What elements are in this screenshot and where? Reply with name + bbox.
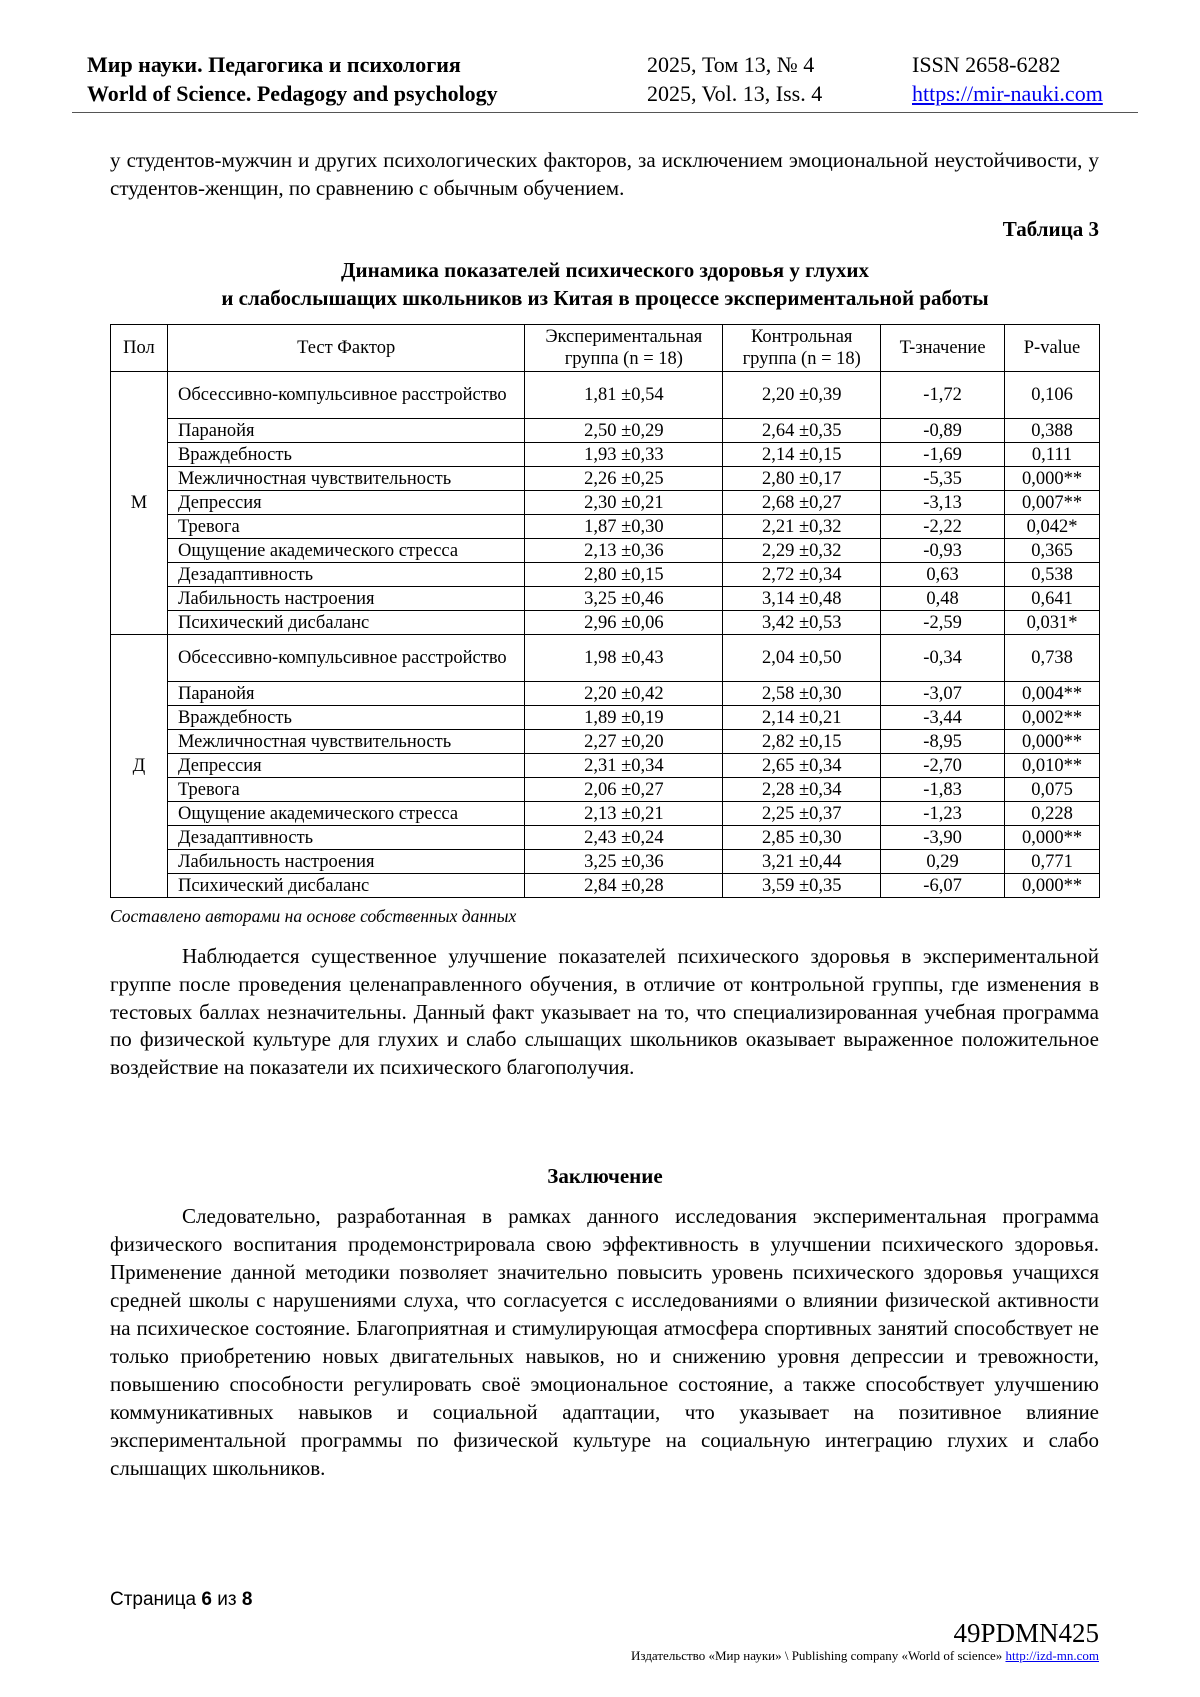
- factor-cell: Тревога: [167, 778, 524, 802]
- control-cell: 2,21 ±0,32: [723, 515, 881, 539]
- factor-cell: Враждебность: [167, 706, 524, 730]
- conclusion-text: Следовательно, разработанная в рамках данного исследования экспериментальная программа физического воспитания продемонстрировала свою эффективность в улучшении психического здоровья. Применение данной методики позволяет значительно повысить уровень психического здоровья учащихся средней школы с нарушениями слуха, что согласуется с исследованиями о влиянии физической активности на психическое состояние. Благоприятная и стимулирующая атмосфера спортивных занятий способствует не только приобретению новых двигательных навыков, но и снижению уровня депрессии и тревожности, повышению способности регулировать своё эмоциональное состояние, а также способствует улучшению коммуникативных навыков и социальной адаптации, что указывает на позитивное влияние экспериментальной программы по физической культуре на социальную интеграцию глухих и слабо слышащих школьников.: [110, 1204, 1099, 1480]
- publisher-name: Издательство «Мир науки» \ Publishing company «World of science»: [631, 1648, 1003, 1663]
- p-value-cell: 0,007**: [1005, 491, 1100, 515]
- page-number: [110, 1589, 252, 1611]
- table-row: [111, 419, 1100, 443]
- experimental-cell: 2,96 ±0,06: [525, 611, 723, 635]
- factor-cell: Дезадаптивность: [167, 826, 524, 850]
- journal-title-ru: Мир науки. Педагогика и психология: [87, 52, 461, 77]
- p-value-cell: 0,000**: [1005, 826, 1100, 850]
- conclusion-heading: Заключение: [547, 1164, 663, 1188]
- table-row: [111, 874, 1100, 898]
- t-value-cell: -2,22: [881, 515, 1005, 539]
- factor-cell: Обсессивно-компульсивное расстройство: [167, 635, 524, 682]
- experimental-cell: 2,06 ±0,27: [525, 778, 723, 802]
- p-value-cell: 0,228: [1005, 802, 1100, 826]
- experimental-cell: 2,13 ±0,21: [525, 802, 723, 826]
- t-value-cell: -0,89: [881, 419, 1005, 443]
- p-value-cell: 0,075: [1005, 778, 1100, 802]
- factor-cell: Дезадаптивность: [167, 563, 524, 587]
- t-value-cell: -2,70: [881, 754, 1005, 778]
- table-row: [111, 706, 1100, 730]
- table-row: [111, 467, 1100, 491]
- factor-cell: Обсессивно-компульсивное расстройство: [167, 372, 524, 419]
- p-value-cell: 0,000**: [1005, 730, 1100, 754]
- page-total: 8: [241, 1589, 253, 1610]
- control-cell: 2,04 ±0,50: [723, 635, 881, 682]
- table-header-row: [111, 325, 1100, 372]
- journal-title-en: World of Science. Pedagogy and psychology: [87, 81, 498, 106]
- factor-cell: Паранойя: [167, 419, 524, 443]
- control-cell: 3,21 ±0,44: [723, 850, 881, 874]
- factor-cell: Ощущение академического стресса: [167, 539, 524, 563]
- column-header-control: Контрольная группа (n = 18): [723, 325, 881, 372]
- conclusion-paragraph: [110, 1202, 1099, 1482]
- control-cell: 3,59 ±0,35: [723, 874, 881, 898]
- t-value-cell: -3,90: [881, 826, 1005, 850]
- experimental-cell: 1,89 ±0,19: [525, 706, 723, 730]
- p-value-cell: 0,000**: [1005, 874, 1100, 898]
- article-code: 49PDMN425: [953, 1618, 1099, 1648]
- t-value-cell: 0,29: [881, 850, 1005, 874]
- column-header-t: T-значение: [881, 325, 1005, 372]
- factor-cell: Депрессия: [167, 491, 524, 515]
- table-row: [111, 850, 1100, 874]
- column-header-experimental: Экспериментальная группа (n = 18): [525, 325, 723, 372]
- t-value-cell: -5,35: [881, 467, 1005, 491]
- p-value-cell: 0,388: [1005, 419, 1100, 443]
- sex-cell: Д: [111, 635, 168, 898]
- p-value-cell: 0,106: [1005, 372, 1100, 419]
- factor-cell: Межличностная чувствительность: [167, 467, 524, 491]
- control-cell: 2,65 ±0,34: [723, 754, 881, 778]
- control-cell: 2,85 ±0,30: [723, 826, 881, 850]
- control-cell: 2,28 ±0,34: [723, 778, 881, 802]
- experimental-cell: 2,43 ±0,24: [525, 826, 723, 850]
- table-row: [111, 682, 1100, 706]
- experimental-cell: 1,93 ±0,33: [525, 443, 723, 467]
- t-value-cell: -3,44: [881, 706, 1005, 730]
- table-row: [111, 372, 1100, 419]
- control-cell: 2,80 ±0,17: [723, 467, 881, 491]
- experimental-cell: 2,13 ±0,36: [525, 539, 723, 563]
- p-value-cell: 0,771: [1005, 850, 1100, 874]
- experimental-cell: 2,30 ±0,21: [525, 491, 723, 515]
- p-value-cell: 0,042*: [1005, 515, 1100, 539]
- control-cell: 2,29 ±0,32: [723, 539, 881, 563]
- experimental-cell: 1,81 ±0,54: [525, 372, 723, 419]
- sex-cell: М: [111, 372, 168, 635]
- page-current: 6: [201, 1589, 212, 1610]
- t-value-cell: 0,48: [881, 587, 1005, 611]
- results-table: [110, 324, 1100, 898]
- table-label: Таблица 3: [1002, 217, 1099, 241]
- experimental-cell: 2,84 ±0,28: [525, 874, 723, 898]
- experimental-cell: 1,98 ±0,43: [525, 635, 723, 682]
- experimental-cell: 2,50 ±0,29: [525, 419, 723, 443]
- header-divider: [72, 112, 1138, 113]
- t-value-cell: -0,93: [881, 539, 1005, 563]
- table-row: [111, 754, 1100, 778]
- experimental-cell: 2,27 ±0,20: [525, 730, 723, 754]
- table-row: [111, 539, 1100, 563]
- control-cell: 2,72 ±0,34: [723, 563, 881, 587]
- table-row: [111, 563, 1100, 587]
- column-header-p: P-value: [1005, 325, 1100, 372]
- table-row: [111, 826, 1100, 850]
- control-cell: 2,82 ±0,15: [723, 730, 881, 754]
- t-value-cell: -2,59: [881, 611, 1005, 635]
- publisher-line: [631, 1648, 1099, 1664]
- factor-cell: Лабильность настроения: [167, 587, 524, 611]
- t-value-cell: -1,72: [881, 372, 1005, 419]
- experimental-cell: 2,31 ±0,34: [525, 754, 723, 778]
- control-cell: 2,58 ±0,30: [723, 682, 881, 706]
- table-row: [111, 587, 1100, 611]
- table-title-line2: и слабослышащих школьников из Китая в процессе экспериментальной работы: [221, 286, 989, 310]
- t-value-cell: -3,13: [881, 491, 1005, 515]
- table-row: [111, 635, 1100, 682]
- table-row: [111, 491, 1100, 515]
- t-value-cell: -1,69: [881, 443, 1005, 467]
- column-header-sex: Пол: [111, 325, 168, 372]
- p-value-cell: 0,010**: [1005, 754, 1100, 778]
- t-value-cell: 0,63: [881, 563, 1005, 587]
- experimental-cell: 3,25 ±0,36: [525, 850, 723, 874]
- table-row: [111, 515, 1100, 539]
- factor-cell: Межличностная чувствительность: [167, 730, 524, 754]
- p-value-cell: 0,738: [1005, 635, 1100, 682]
- p-value-cell: 0,538: [1005, 563, 1100, 587]
- factor-cell: Паранойя: [167, 682, 524, 706]
- control-cell: 2,25 ±0,37: [723, 802, 881, 826]
- p-value-cell: 0,000**: [1005, 467, 1100, 491]
- table-row: [111, 730, 1100, 754]
- publisher-link[interactable]: http://izd-mn.com: [1005, 1648, 1099, 1663]
- control-cell: 2,14 ±0,15: [723, 443, 881, 467]
- column-header-factor: Тест Фактор: [167, 325, 524, 372]
- factor-cell: Враждебность: [167, 443, 524, 467]
- factor-cell: Тревога: [167, 515, 524, 539]
- table-row: [111, 611, 1100, 635]
- table-title-line1: Динамика показателей психического здоровья у глухих: [341, 258, 869, 282]
- issn: ISSN 2658-6282: [912, 52, 1061, 77]
- p-value-cell: 0,002**: [1005, 706, 1100, 730]
- table-caption: Составлено авторами на основе собственных данных: [110, 906, 517, 926]
- t-value-cell: -6,07: [881, 874, 1005, 898]
- p-value-cell: 0,365: [1005, 539, 1100, 563]
- t-value-cell: -1,23: [881, 802, 1005, 826]
- control-cell: 2,20 ±0,39: [723, 372, 881, 419]
- experimental-cell: 1,87 ±0,30: [525, 515, 723, 539]
- factor-cell: Лабильность настроения: [167, 850, 524, 874]
- experimental-cell: 2,26 ±0,25: [525, 467, 723, 491]
- page-prefix: Страница: [110, 1589, 197, 1610]
- experimental-cell: 3,25 ±0,46: [525, 587, 723, 611]
- t-value-cell: -8,95: [881, 730, 1005, 754]
- p-value-cell: 0,004**: [1005, 682, 1100, 706]
- issue-en: 2025, Vol. 13, Iss. 4: [647, 81, 823, 106]
- p-value-cell: 0,031*: [1005, 611, 1100, 635]
- intro-paragraph: у студентов-мужчин и других психологических факторов, за исключением эмоциональной неустойчивости, у студентов-женщин, по сравнению с обычным обучением.: [110, 148, 1099, 200]
- issue-ru: 2025, Том 13, № 4: [647, 52, 815, 77]
- control-cell: 2,64 ±0,35: [723, 419, 881, 443]
- factor-cell: Ощущение академического стресса: [167, 802, 524, 826]
- factor-cell: Психический дисбаланс: [167, 611, 524, 635]
- table-row: [111, 443, 1100, 467]
- p-value-cell: 0,111: [1005, 443, 1100, 467]
- factor-cell: Депрессия: [167, 754, 524, 778]
- experimental-cell: 2,20 ±0,42: [525, 682, 723, 706]
- table-row: [111, 778, 1100, 802]
- t-value-cell: -0,34: [881, 635, 1005, 682]
- table-title: [110, 256, 1100, 312]
- t-value-cell: -3,07: [881, 682, 1005, 706]
- control-cell: 3,42 ±0,53: [723, 611, 881, 635]
- control-cell: 3,14 ±0,48: [723, 587, 881, 611]
- observation-text: Наблюдается существенное улучшение показателей психического здоровья в экспериментальной группе после проведения целенаправленного обучения, в отличие от контрольной группы, где изменения в тестовых баллах незначительны. Данный факт указывает на то, что специализированная учебная программа по физической культуре для глухих и слабо слышащих школьников оказывает выраженное положительное воздействие на показатели их психического благополучия.: [110, 944, 1099, 1080]
- p-value-cell: 0,641: [1005, 587, 1100, 611]
- table-row: [111, 802, 1100, 826]
- experimental-cell: 2,80 ±0,15: [525, 563, 723, 587]
- observation-paragraph: [110, 943, 1099, 1082]
- control-cell: 2,14 ±0,21: [723, 706, 881, 730]
- control-cell: 2,68 ±0,27: [723, 491, 881, 515]
- page-sep: из: [217, 1589, 237, 1610]
- t-value-cell: -1,83: [881, 778, 1005, 802]
- factor-cell: Психический дисбаланс: [167, 874, 524, 898]
- journal-link[interactable]: https://mir-nauki.com: [912, 81, 1103, 106]
